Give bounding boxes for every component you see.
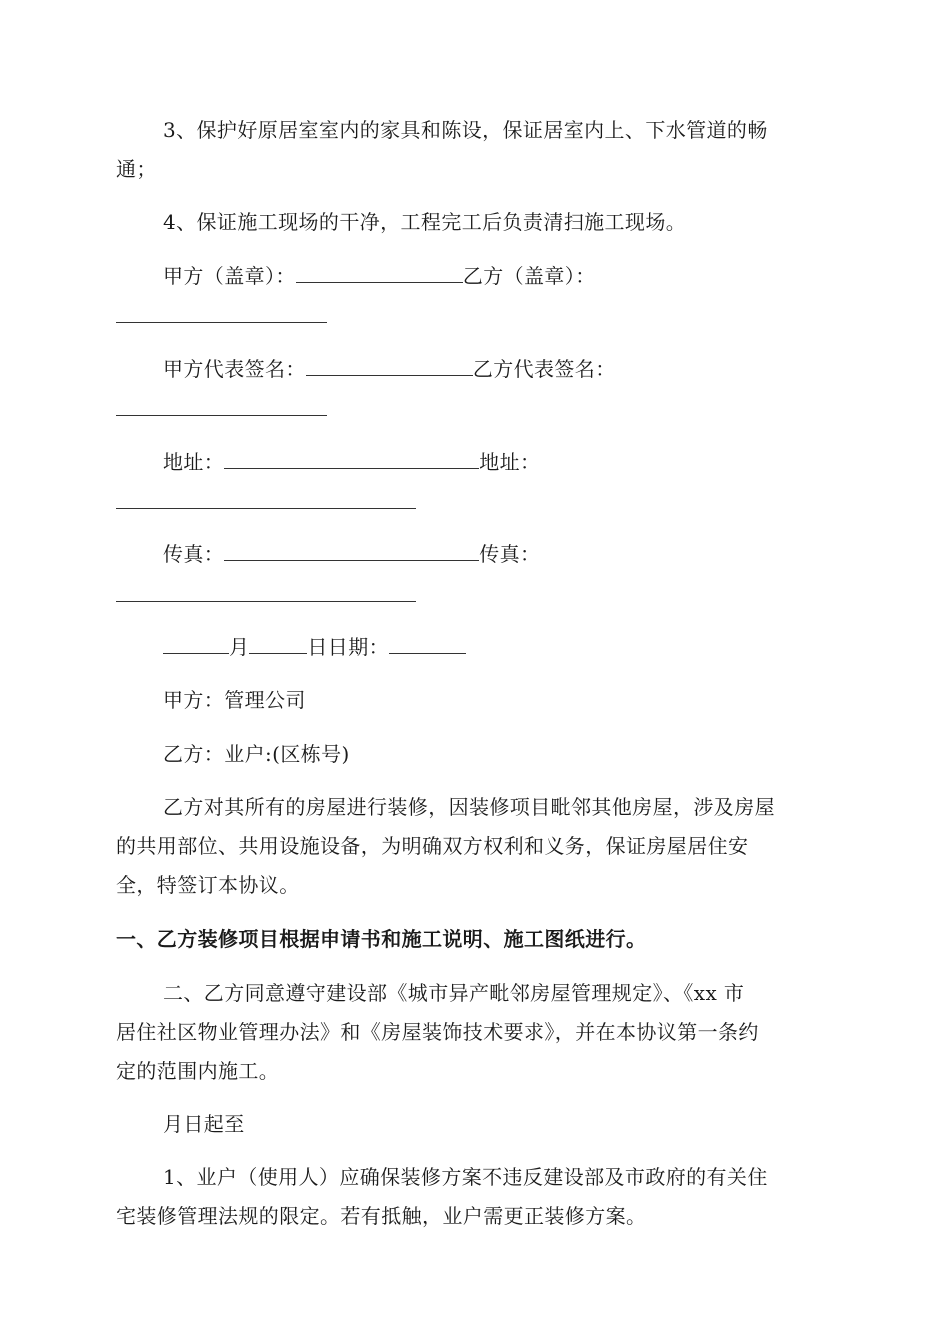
- item-1-line-2: 宅装修管理法规的限定。若有抵触，业户需更正装修方案。: [116, 1204, 647, 1228]
- party-b-address-blank[interactable]: [116, 508, 416, 509]
- party-a-representative-label: 甲方代表签名：: [163, 357, 306, 381]
- fax-row: [163, 542, 883, 566]
- address-row: [163, 450, 883, 474]
- party-b-seal-blank[interactable]: [116, 322, 327, 323]
- signature-representative-row: [163, 357, 883, 381]
- party-a-fax-label: 传真：: [163, 542, 225, 566]
- paragraph-3-line-2: 通；: [116, 157, 157, 181]
- month-label: 月: [229, 635, 250, 659]
- party-a-seal-label: 甲方（盖章）：: [163, 264, 296, 288]
- party-a-representative-blank[interactable]: [306, 357, 473, 376]
- paragraph-4: 4、保证施工现场的干净，工程完工后负责清扫施工现场。: [163, 210, 687, 234]
- paragraph-3-line-1: 3、保护好原居室室内的家具和陈设，保证居室内上、下水管道的畅: [163, 118, 768, 142]
- date-blank[interactable]: [389, 635, 466, 654]
- item-1-line-1: 1、业户（使用人）应确保装修方案不违反建设部及市政府的有关住: [163, 1165, 768, 1189]
- month-blank[interactable]: [163, 635, 229, 654]
- party-a-seal-blank[interactable]: [296, 264, 463, 283]
- clause-2-line-3: 定的范围内施工。: [116, 1059, 280, 1083]
- party-a-fax-blank[interactable]: [224, 542, 479, 561]
- intro-line-3: 全，特签订本协议。: [116, 873, 300, 897]
- clause-2-line-1: 二、乙方同意遵守建设部《城市异产毗邻房屋管理规定》、《xx 市: [163, 981, 745, 1005]
- date-label: 日日期：: [307, 635, 390, 659]
- clause-1-heading: 一、乙方装修项目根据申请书和施工说明、施工图纸进行。: [116, 927, 647, 951]
- party-a-address-label: 地址：: [163, 450, 225, 474]
- party-b-representative-label: 乙方代表签名：: [472, 357, 616, 381]
- party-b-fax-blank[interactable]: [116, 601, 416, 602]
- start-date-line: 月日起至: [163, 1112, 245, 1136]
- intro-line-1: 乙方对其所有的房屋进行装修，因装修项目毗邻其他房屋，涉及房屋: [163, 795, 775, 819]
- date-row: [163, 635, 883, 659]
- party-b-line: 乙方：业户:(区栋号): [163, 742, 350, 766]
- party-a-address-blank[interactable]: [224, 450, 479, 469]
- clause-2-line-2: 居住社区物业管理办法》和《房屋装饰技术要求》，并在本协议第一条约: [116, 1020, 759, 1044]
- signature-seal-row: [163, 264, 883, 288]
- party-b-seal-label: 乙方（盖章）：: [462, 264, 596, 288]
- day-blank[interactable]: [249, 635, 307, 654]
- party-b-representative-blank[interactable]: [116, 415, 327, 416]
- party-a-line: 甲方：管理公司: [163, 688, 306, 712]
- party-b-fax-label: 传真：: [479, 542, 541, 566]
- party-b-address-label: 地址：: [479, 450, 541, 474]
- intro-line-2: 的共用部位、共用设施设备，为明确双方权利和义务，保证房屋居住安: [116, 834, 749, 858]
